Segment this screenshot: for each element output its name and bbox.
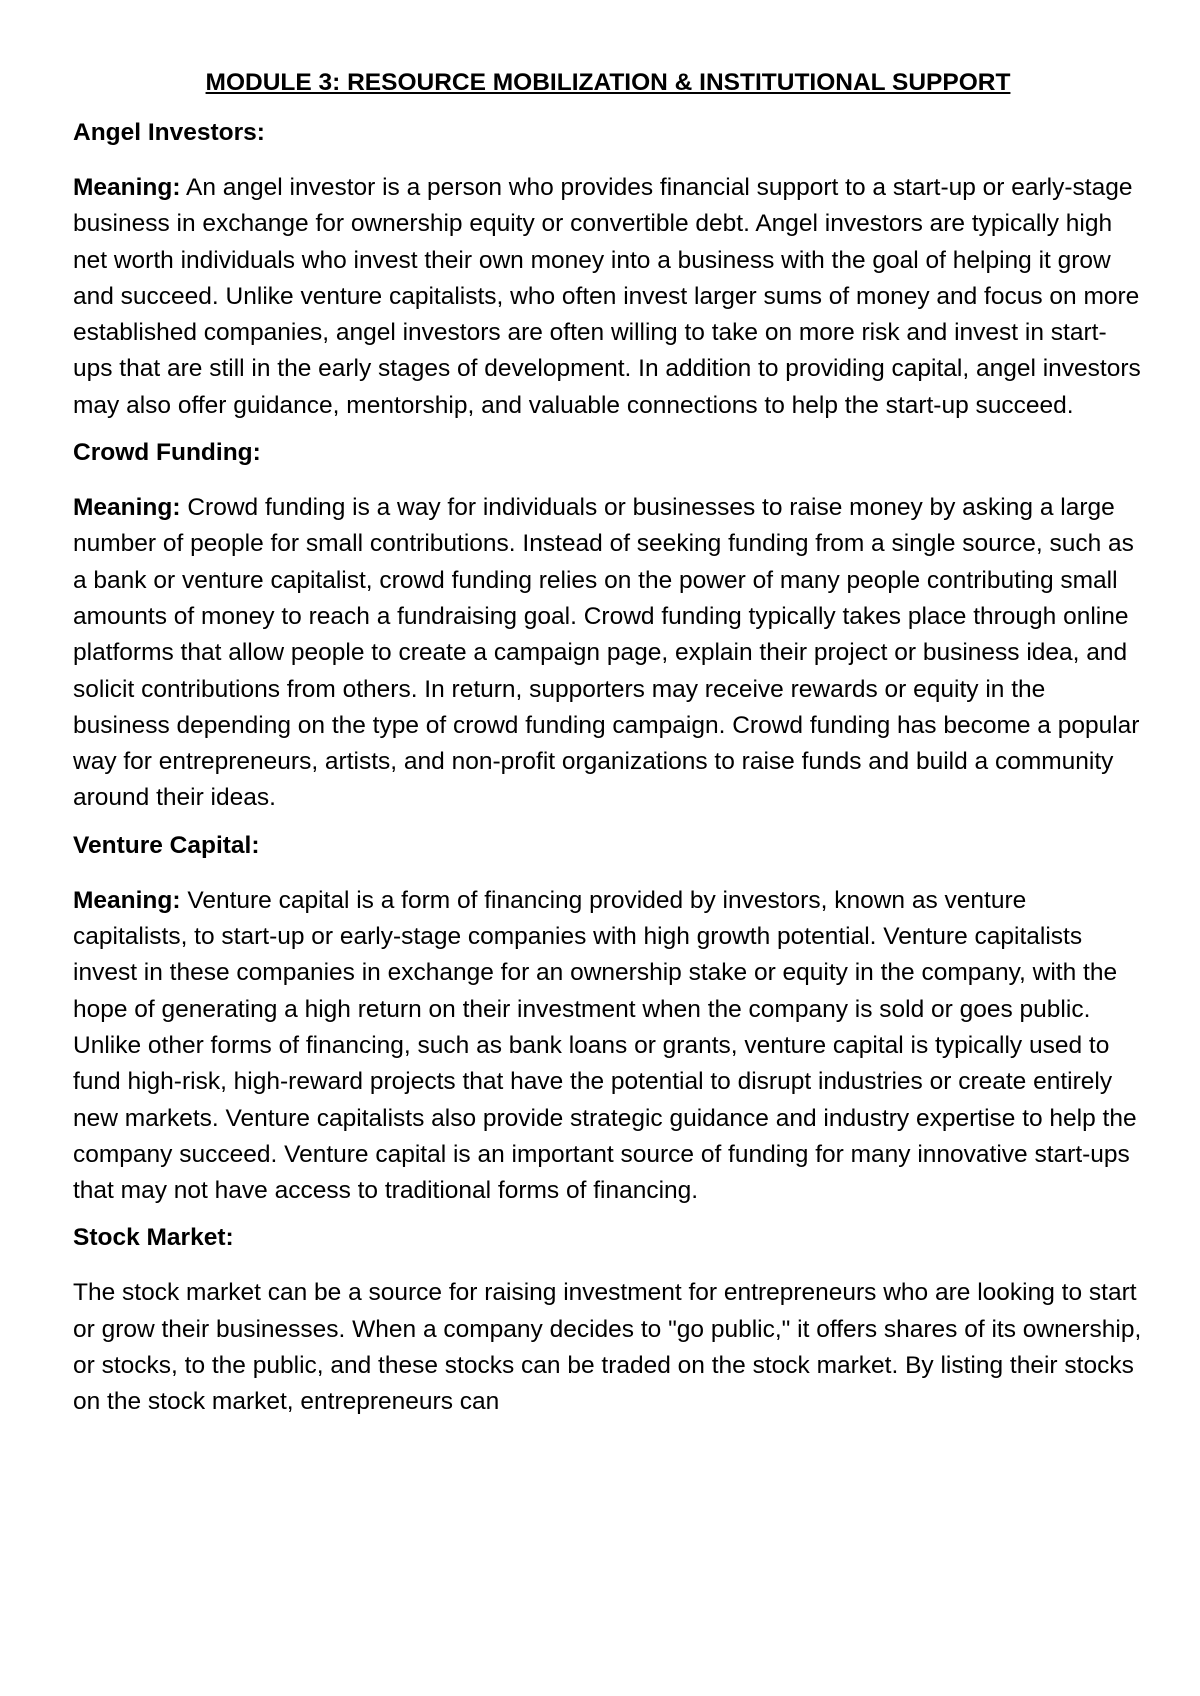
paragraph-text: Venture capital is a form of financing provided by investors, known as venture capitalists, to start-up or early-stage companies with high growth potential. Venture capitalists invest in these companies in exchange for an ownership stake or equity in the company, with the hope of generating a high return on their investment when the company is sold or goes public. Unlike other forms of financing, such as bank loans or grants, venture capital is typically used to fund high-risk, high-reward projects that have the potential to disrupt industries or create entirely new markets. Venture capitalists also provide strategic guidance and industry expertise to help the company succeed. Venture capital is an important source of funding for many innovative start-ups that may not have access to traditional forms of financing.	[73, 886, 1137, 1205]
section-stock-market	[73, 1223, 1143, 1420]
section-paragraph	[73, 1275, 1143, 1420]
meaning-label: Meaning:	[73, 494, 181, 522]
section-heading: Angel Investors:	[73, 119, 265, 146]
section-paragraph	[73, 883, 1143, 1210]
paragraph-text: Crowd funding is a way for individuals or businesses to raise money by asking a large number of people for small contributions. Instead of seeking funding from a single source, such as a bank or venture capitalist, crowd funding relies on the power of many people contributing small amounts of money to reach a fundraising goal. Crowd funding typically takes place through online platforms that allow people to create a campaign page, explain their project or business idea, and solicit contributions from others. In return, supporters may receive rewards or equity in the business depending on the type of crowd funding campaign. Crowd funding has become a popular way for entrepreneurs, artists, and non-profit organizations to raise funds and build a community around their ideas.	[73, 494, 1140, 812]
section-venture-capital	[73, 831, 1143, 1210]
document-page	[73, 68, 1143, 1435]
section-crowd-funding	[73, 438, 1143, 817]
meaning-label: Meaning:	[73, 886, 181, 914]
section-heading: Stock Market:	[73, 1224, 234, 1252]
section-paragraph	[73, 170, 1143, 424]
document-title: MODULE 3: RESOURCE MOBILIZATION & INSTITUTIONAL SUPPORT	[205, 69, 1011, 96]
paragraph-text: An angel investor is a person who provides financial support to a start-up or early-stage business in exchange for ownership equity or convertible debt. Angel investors are typically high net worth individuals who invest their own money into a business with the goal of helping it grow and succeed. Unlike venture capitalists, who often invest larger sums of money and focus on more established companies, angel investors are often willing to take on more risk and invest in start-ups that are still in the early stages of development. In addition to providing capital, angel investors may also offer guidance, mentorship, and valuable connections to help the start-up succeed.	[73, 174, 1141, 419]
section-heading: Crowd Funding:	[73, 439, 261, 467]
section-angel-investors	[73, 118, 1143, 424]
section-heading: Venture Capital:	[73, 831, 260, 859]
paragraph-text: The stock market can be a source for raising investment for entrepreneurs who are looking to start or grow their businesses. When a company decides to "go public," it offers shares of its ownership, or stocks, to the public, and these stocks can be traded on the stock market. By listing their stocks on the stock market, entrepreneurs can	[73, 1279, 1142, 1416]
meaning-label: Meaning:	[73, 174, 181, 201]
section-paragraph	[73, 490, 1143, 817]
